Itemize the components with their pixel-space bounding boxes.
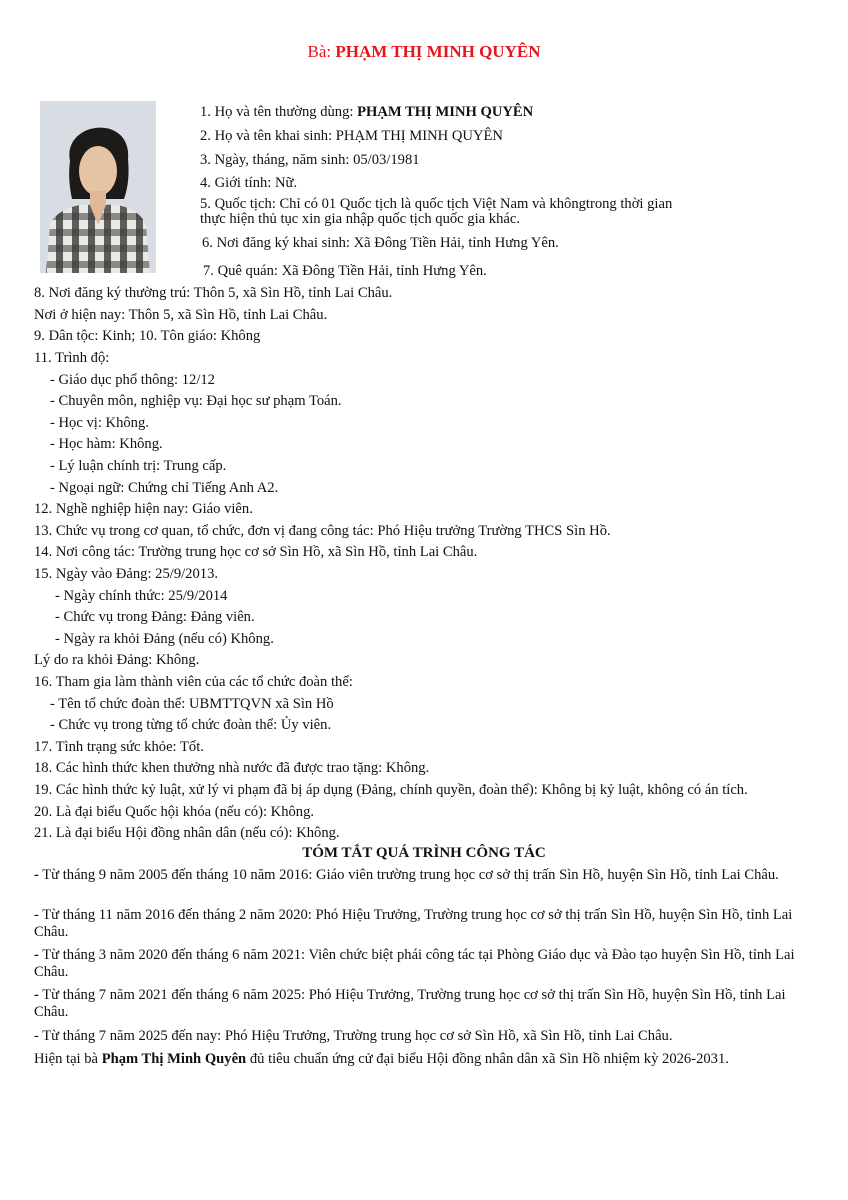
- entry-dash: -: [34, 947, 39, 963]
- portrait-image: [40, 101, 156, 273]
- entry-text: Từ tháng 11 năm 2016 đến tháng 2 năm 2020: Phó Hiệu Trưởng, Trường trung học cơ sở thị trấn Sìn Hồ, huyện Sìn Hồ, tỉnh Lai Châu.: [34, 907, 793, 940]
- item-18: 18. Các hình thức khen thưởng nhà nước đã được trao tặng: Không.: [34, 760, 430, 776]
- item-16: 16. Tham gia làm thành viên của các tổ chức đoàn thể:: [34, 674, 353, 690]
- item-20: 20. Là đại biểu Quốc hội khóa (nếu có): Không.: [34, 804, 315, 820]
- item-17: 17. Tình trạng sức khỏe: Tốt.: [34, 739, 204, 755]
- work-history-entry: [34, 867, 814, 884]
- sub-organization-role: - Chức vụ trong từng tổ chức đoàn thể: Ủy viên.: [50, 717, 332, 733]
- work-history-entry: [34, 987, 814, 1021]
- sub-foreign-language: - Ngoại ngữ: Chứng chỉ Tiếng Anh A2.: [50, 480, 279, 496]
- item-3: 3. Ngày, tháng, năm sinh: 05/03/1981: [200, 152, 420, 168]
- current-residence: Nơi ở hiện nay: Thôn 5, xã Sìn Hồ, tỉnh Lai Châu.: [34, 307, 328, 323]
- closing-name: Phạm Thị Minh Quyên: [101, 1051, 247, 1067]
- title-name: PHẠM THỊ MINH QUYÊN: [335, 42, 541, 61]
- item-5-line-1: 5. Quốc tịch: Chỉ có 01 Quốc tịch là quốc tịch Việt Nam và khôngtrong thời gian: [200, 196, 673, 212]
- closing-statement: [34, 1049, 729, 1071]
- sub-academic-title: - Học hàm: Không.: [50, 436, 163, 452]
- sub-party-position: - Chức vụ trong Đảng: Đảng viên.: [55, 609, 255, 625]
- item-5-line-2: thực hiện thủ tục xin gia nhập quốc tịch quốc gia khác.: [200, 211, 520, 227]
- item-1: [200, 104, 533, 120]
- item-11: 11. Trình độ:: [34, 350, 110, 366]
- item-9-10: 9. Dân tộc: Kinh; 10. Tôn giáo: Không: [34, 328, 261, 344]
- closing-pre: Hiện tại bà: [34, 1051, 102, 1067]
- item-19: 19. Các hình thức kỷ luật, xử lý vi phạm đã bị áp dụng (Đảng, chính quyền, đoàn thể): Không bị kỷ luật, không có án tích.: [34, 782, 748, 798]
- sub-political-theory: - Lý luận chính trị: Trung cấp.: [50, 458, 227, 474]
- party-exit-reason: Lý do ra khỏi Đảng: Không.: [34, 652, 200, 668]
- closing-post: đủ tiêu chuẩn ứng cử đại biểu Hội đồng nhân dân xã Sìn Hồ nhiệm kỳ 2026-2031.: [246, 1051, 729, 1067]
- work-history-entry: [34, 907, 814, 941]
- entry-text: Từ tháng 7 năm 2025 đến nay: Phó Hiệu Trưởng, Trường trung học cơ sở Sìn Hồ, xã Sìn Hồ, tỉnh Lai Châu.: [38, 1028, 673, 1044]
- item-1-label: 1. Họ và tên thường dùng:: [200, 104, 354, 120]
- portrait-photo: [40, 101, 156, 273]
- item-21: 21. Là đại biểu Hội đồng nhân dân (nếu có): Không.: [34, 825, 340, 841]
- entry-dash: -: [34, 987, 39, 1003]
- entry-text: Từ tháng 3 năm 2020 đến tháng 6 năm 2021: Viên chức biệt phái công tác tại Phòng Giáo dục và Đào tạo huyện Sìn Hồ, tỉnh Lai Châu.: [34, 947, 795, 980]
- item-5: [200, 197, 672, 227]
- page-title: [0, 42, 848, 62]
- item-8: 8. Nơi đăng ký thường trú: Thôn 5, xã Sìn Hồ, tỉnh Lai Châu.: [34, 285, 393, 301]
- sub-party-exit: - Ngày ra khỏi Đảng (nếu có) Không.: [55, 631, 274, 647]
- item-6: 6. Nơi đăng ký khai sinh: Xã Đông Tiền Hải, tỉnh Hưng Yên.: [202, 235, 559, 251]
- item-15: 15. Ngày vào Đảng: 25/9/2013.: [34, 566, 219, 582]
- entry-dash: -: [34, 867, 39, 883]
- item-12: 12. Nghề nghiệp hiện nay: Giáo viên.: [34, 501, 253, 517]
- item-13: 13. Chức vụ trong cơ quan, tổ chức, đơn vị đang công tác: Phó Hiệu trưởng Trường THCS Sìn Hồ.: [34, 523, 611, 539]
- work-history-entry: [34, 1028, 814, 1045]
- sub-education: - Giáo dục phổ thông: 12/12: [50, 372, 215, 388]
- sub-organization: - Tên tổ chức đoàn thể: UBMTTQVN xã Sìn Hồ: [50, 696, 334, 712]
- item-1-value: PHẠM THỊ MINH QUYÊN: [357, 104, 534, 120]
- work-history-entry: [34, 947, 814, 981]
- sub-specialty: - Chuyên môn, nghiệp vụ: Đại học sư phạm Toán.: [50, 393, 342, 409]
- entry-dash: -: [34, 1028, 39, 1044]
- item-7: 7. Quê quán: Xã Đông Tiền Hải, tỉnh Hưng Yên.: [203, 263, 487, 279]
- entry-text: Từ tháng 7 năm 2021 đến tháng 6 năm 2025: Phó Hiệu Trưởng, Trường trung học cơ sở thị trấn Sìn Hồ, huyện Sìn Hồ, tỉnh Lai Châu.: [34, 987, 786, 1020]
- entry-dash: -: [34, 907, 39, 923]
- item-14: 14. Nơi công tác: Trường trung học cơ sở Sìn Hồ, xã Sìn Hồ, tỉnh Lai Châu.: [34, 544, 478, 560]
- sub-degree: - Học vị: Không.: [50, 415, 149, 431]
- title-prefix: Bà:: [307, 42, 332, 61]
- sub-official-date: - Ngày chính thức: 25/9/2014: [55, 588, 228, 604]
- item-4: 4. Giới tính: Nữ.: [200, 175, 298, 191]
- item-2: 2. Họ và tên khai sinh: PHẠM THỊ MINH QUYÊN: [200, 128, 503, 144]
- summary-heading: TÓM TẮT QUÁ TRÌNH CÔNG TÁC: [302, 845, 546, 861]
- entry-text: Từ tháng 9 năm 2005 đến tháng 10 năm 2016: Giáo viên trường trung học cơ sở thị trấn Sìn Hồ, huyện Sìn Hồ, tỉnh Lai Châu.: [38, 867, 779, 883]
